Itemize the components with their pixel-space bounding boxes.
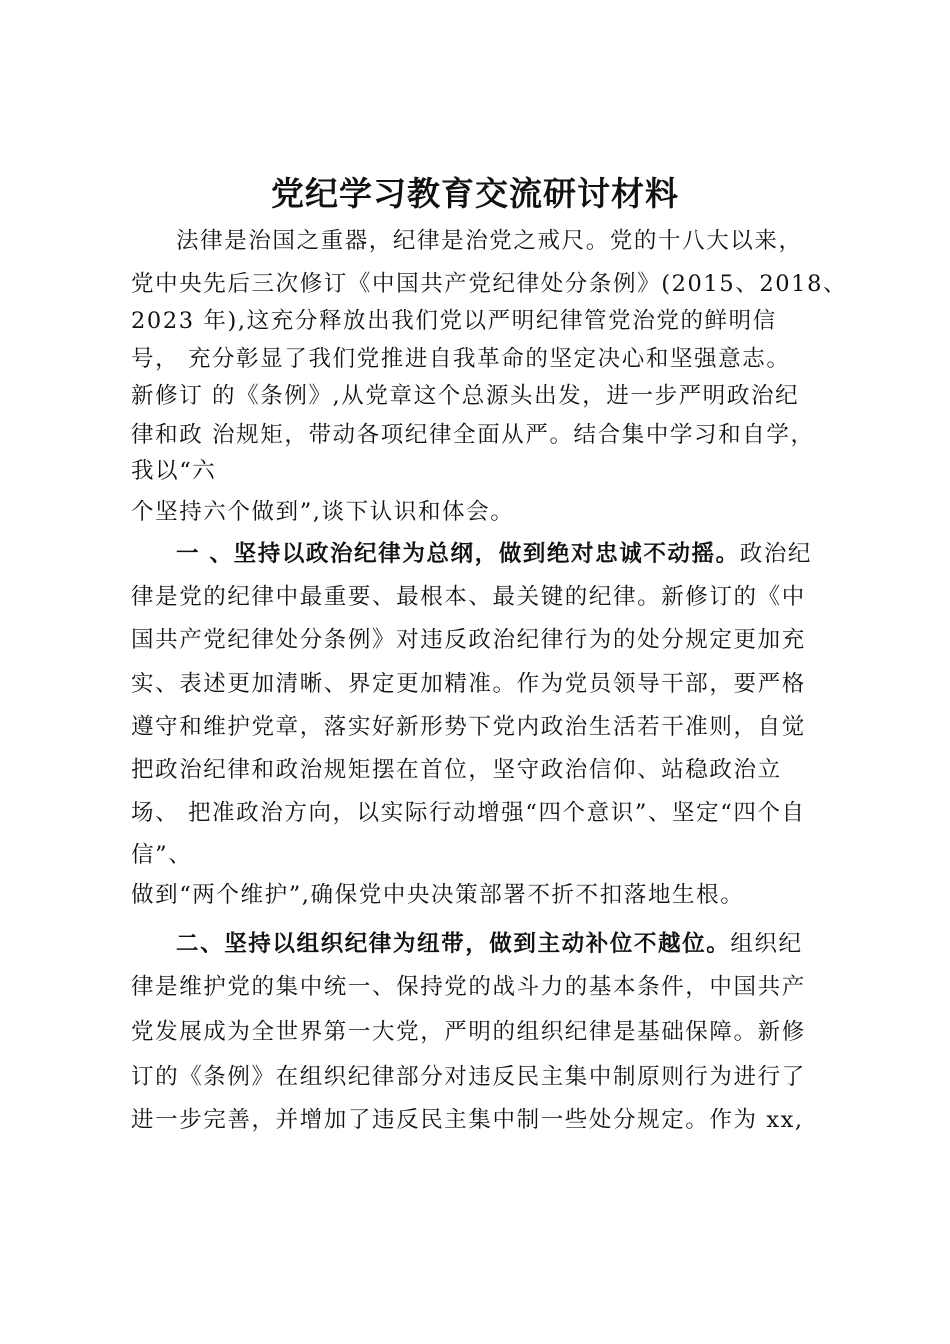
intro-line-1: 法律是治国之重器，纪律是治党之戒尺。党的十八大以来， [176,228,803,254]
section1-line-9: 做到“两个维护”,确保党中央决策部署不折不扣落地生根。 [131,882,745,908]
intro-line-4: 号， 充分彰显了我们党推进自我革命的坚定决心和坚强意志。 [131,346,791,372]
section1-line-7: 场、 把准政治方向，以实际行动增强“四个意识”、坚定“四个自 [131,800,806,826]
intro-line-8: 个坚持六个做到”,谈下认识和体会。 [131,499,515,525]
intro-line-7: 我以“六 [131,458,217,484]
section1-line-4: 实、表述更加清晰、界定更加精准。作为党员领导干部，要严格 [131,671,806,697]
section1-line-3: 国共产党纪律处分条例》对违反政治纪律行为的处分规定更加充 [131,627,806,653]
section1-heading: 一 、坚持以政治纪律为总纲，做到绝对忠诚不动摇。 [176,541,740,567]
section1-line-6: 把政治纪律和政治规矩摆在首位，坚守政治信仰、站稳政治立 [131,757,782,783]
intro-line-2: 党中央先后三次修订《中国共产党纪律处分条例》(2015、2018、 [131,271,848,297]
section2-first-line [176,929,803,959]
intro-line-5: 新修订 的《条例》,从党章这个总源头出发，进一步严明政治纪 [131,383,800,409]
section2-line-5: 进一步完善，并增加了违反民主集中制一些处分规定。作为 xx, [131,1107,804,1133]
section2-line-2: 律是维护党的集中统一、保持党的战斗力的基本条件，中国共产 [131,974,806,1000]
section2-line-3: 党发展成为全世界第一大党，严明的组织纪律是基础保障。新修 [131,1019,806,1045]
intro-line-3: 2023 年),这充分释放出我们党以严明纪律管党治党的鲜明信 [131,308,777,334]
section1-first-line [176,539,812,569]
section1-line-8: 信”、 [131,842,193,868]
document-title: 党纪学习教育交流研讨材料 [271,174,679,213]
section1-line-5: 遵守和维护党章，落实好新形势下党内政治生活若干准则，自觉 [131,714,806,740]
section2-heading: 二、坚持以组织纪律为纽带，做到主动补位不越位。 [176,931,731,957]
section1-line-2: 律是党的纪律中最重要、最根本、最关键的纪律。新修订的《中 [131,584,806,610]
intro-line-6: 律和政 治规矩，带动各项纪律全面从严。结合集中学习和自学， [131,422,815,448]
section2-line-4: 订的《条例》在组织纪律部分对违反民主集中制原则行为进行了 [131,1064,806,1090]
section2-first-line-rest: 组织纪 [730,931,803,957]
section1-first-line-rest: 政治纪 [739,541,813,567]
